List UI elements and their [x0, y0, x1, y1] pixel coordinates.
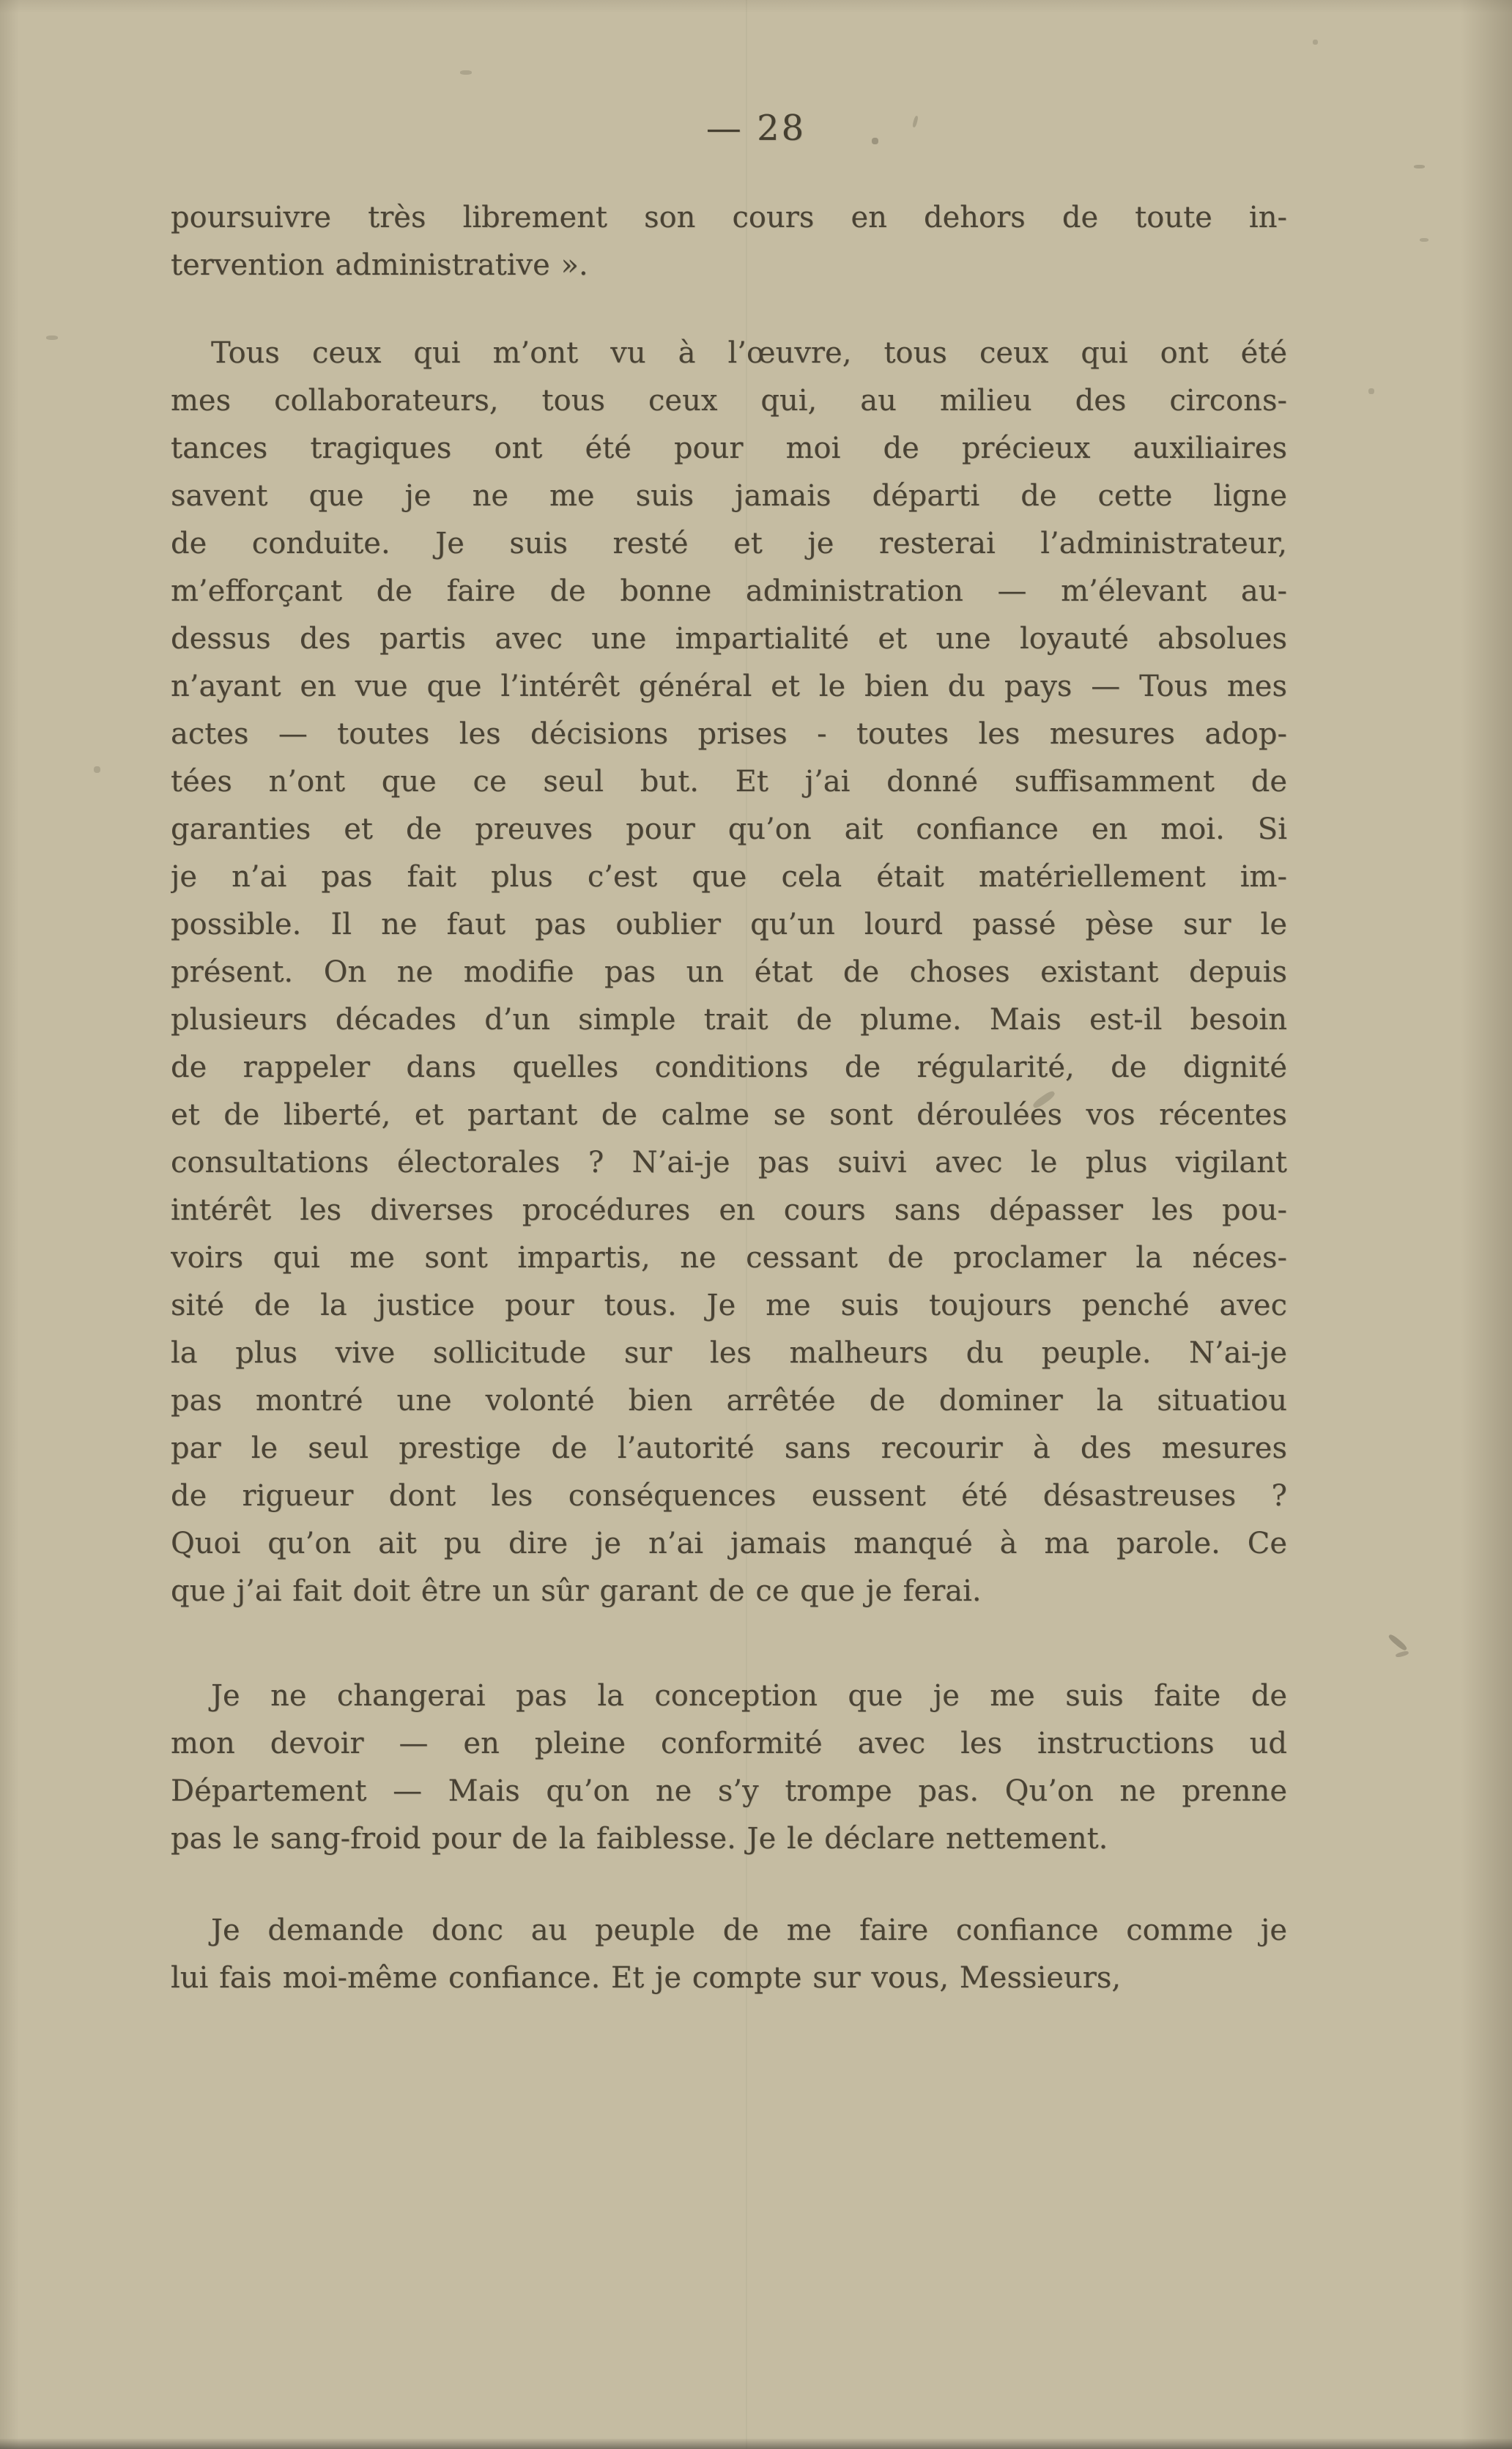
- text-line: Je ne changerai pas la conception que je me suis faite de: [211, 1679, 1287, 1713]
- margin-squiggle-mark: [1387, 1633, 1408, 1651]
- text-line: plusieurs décades d’un simple trait de plume. Mais est-il besoin: [171, 1003, 1287, 1037]
- text-line: tances tragiques ont été pour moi de précieux auxiliaires: [171, 431, 1287, 465]
- text-line: mon devoir — en pleine conformité avec les instructions ud: [171, 1727, 1287, 1760]
- text-line: présent. On ne modifie pas un état de choses existant depuis: [171, 955, 1287, 989]
- paper-speck: [46, 336, 58, 340]
- text-line: Tous ceux qui m’ont vu à l’œuvre, tous ceux qui ont été: [211, 336, 1287, 370]
- text-column: [171, 194, 1287, 2002]
- text-line: actes — toutes les décisions prises - toutes les mesures adop-: [171, 717, 1287, 751]
- paragraph-main: [171, 330, 1287, 1615]
- text-line: Je demande donc au peuple de me faire confiance comme je: [211, 1913, 1287, 1947]
- text-line: et de liberté, et partant de calme se sont déroulées vos récentes: [171, 1098, 1287, 1132]
- page-edge-shadow-top: [0, 0, 1512, 13]
- text-line: pas le sang-froid pour de la faiblesse. Je le déclare nettement.: [171, 1822, 1108, 1856]
- margin-squiggle-mark: [1396, 1650, 1409, 1658]
- page-edge-shadow-right: [1461, 0, 1512, 2449]
- paragraph-continuation: [171, 194, 1287, 289]
- text-line: poursuivre très librement son cours en dehors de toute in-: [171, 201, 1287, 234]
- text-line: voirs qui me sont impartis, ne cessant de proclamer la néces-: [171, 1241, 1287, 1275]
- paragraph-resolve: [171, 1672, 1287, 1863]
- ink-dot-after-page-number: [872, 138, 878, 144]
- page-edge-shadow-left: [0, 0, 19, 2449]
- text-line: intérêt les diverses procédures en cours sans dépasser les pou-: [171, 1193, 1287, 1227]
- text-line: savent que je ne me suis jamais départi de cette ligne: [171, 479, 1287, 513]
- text-line: tervention administrative ».: [171, 248, 588, 282]
- paper-speck: [1420, 238, 1428, 242]
- paper-fold-line: [746, 0, 747, 2449]
- text-line: tées n’ont que ce seul but. Et j’ai donné suffisamment de: [171, 765, 1287, 799]
- paper-speck: [1368, 388, 1374, 394]
- text-line: lui fais moi-même confiance. Et je compte sur vous, Messieurs,: [171, 1961, 1122, 1995]
- text-line: dessus des partis avec une impartialité et une loyauté absolues: [171, 622, 1287, 656]
- text-line: n’ayant en vue que l’intérêt général et le bien du pays — Tous mes: [171, 670, 1287, 703]
- text-line: Quoi qu’on ait pu dire je n’ai jamais manqué à ma parole. Ce: [171, 1527, 1287, 1560]
- text-line: je n’ai pas fait plus c’est que cela était matériellement im-: [171, 860, 1287, 894]
- text-line: de rappeler dans quelles conditions de régularité, de dignité: [171, 1051, 1287, 1084]
- paper-speck: [94, 766, 100, 773]
- text-line: garanties et de preuves pour qu’on ait confiance en moi. Si: [171, 812, 1287, 846]
- paper-speck: [460, 70, 472, 75]
- scan-edge-bottom: [0, 2439, 1512, 2449]
- text-line: m’efforçant de faire de bonne administration — m’élevant au-: [171, 574, 1287, 608]
- text-line: Département — Mais qu’on ne s’y trompe pas. Qu’on ne prenne: [171, 1774, 1287, 1808]
- paper-speck: [1313, 40, 1318, 45]
- text-line: que j’ai fait doit être un sûr garant de ce que je ferai.: [171, 1574, 982, 1608]
- paragraph-closing: [171, 1907, 1287, 2002]
- page-number: — 28: [705, 108, 807, 149]
- text-line: consultations électorales ? N’ai-je pas suivi avec le plus vigilant: [171, 1146, 1287, 1179]
- paper-speck: [1414, 165, 1425, 168]
- text-line: de rigueur dont les conséquences eussent été désastreuses ?: [171, 1479, 1287, 1513]
- text-line: la plus vive sollicitude sur les malheurs du peuple. N’ai-je: [171, 1336, 1287, 1370]
- text-line: pas montré une volonté bien arrêtée de dominer la situatiou: [171, 1384, 1287, 1418]
- text-line: mes collaborateurs, tous ceux qui, au milieu des circons-: [171, 384, 1287, 418]
- text-line: possible. Il ne faut pas oublier qu’un lourd passé pèse sur le: [171, 908, 1287, 941]
- text-line: par le seul prestige de l’autorité sans recourir à des mesures: [171, 1431, 1287, 1465]
- text-line: de conduite. Je suis resté et je resterai l’administrateur,: [171, 527, 1287, 560]
- text-line: sité de la justice pour tous. Je me suis toujours penché avec: [171, 1289, 1287, 1322]
